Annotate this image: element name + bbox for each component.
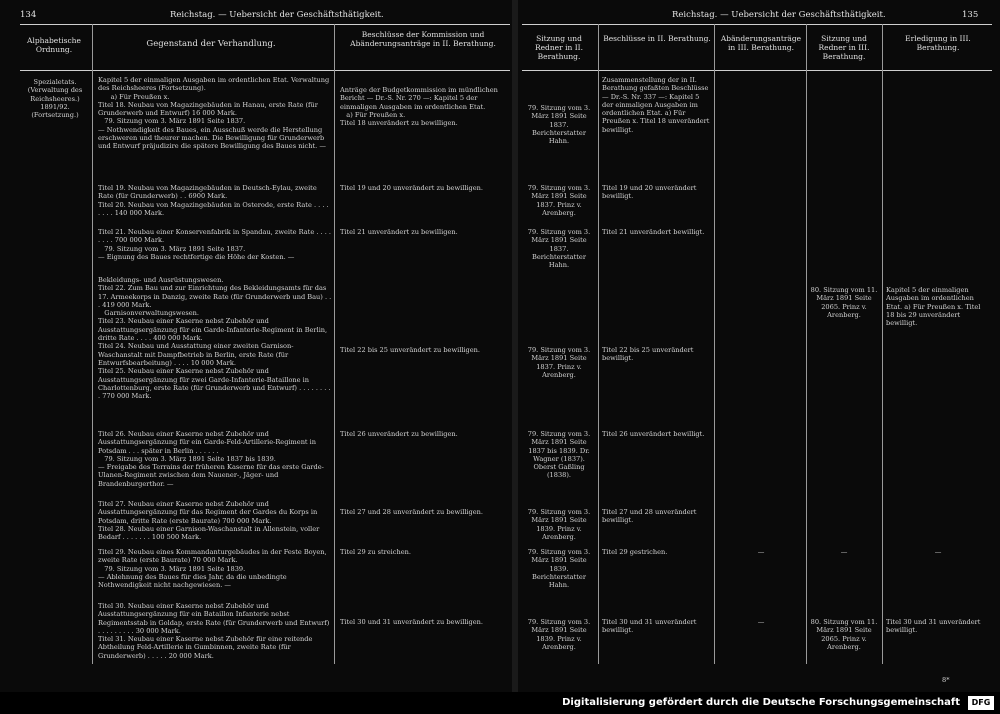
abaenderung-entry: — — [757, 548, 765, 556]
col-head-abaenderung-3: Abänderungsanträge in III. Berathung. — [720, 34, 802, 52]
sitzung-entry: 79. Sitzung vom 3. März 1891 Seite 1837. Berichterstatter Hahn. — [527, 228, 593, 270]
subject-block: Titel 19. Neubau von Magazingebäuden in Deutsch-Eylau, zweite Rate (für Grunderwerb) . . 6900 Mark. Titel 20. Neubau von Magazingebäuden in Osterode, erste Rate . . . . . . . . 140 000 Mark. — [98, 184, 329, 217]
col-divider — [806, 24, 807, 664]
beschluss-entry: Titel 29 gestrichen. — [602, 548, 668, 556]
beschluss-entry: Titel 21 unverändert bewilligt. — [602, 228, 705, 236]
abaenderung-entry: — — [757, 618, 765, 626]
sitzung-entry: 79. Sitzung vom 3. März 1891 Seite 1837. Prinz v. Arenberg. — [527, 346, 593, 379]
left-page-number: 134 — [20, 10, 37, 20]
right-page-number: 135 — [962, 10, 979, 20]
subject-block: Titel 30. Neubau einer Kaserne nebst Zubehör und Ausstattungsergänzung für ein Bataillon Infanterie nebst Regimentsstab in Goldap, erste Rate (für Grunderwerb und Entwurf) . . . . . . . . . 30 000 Mark. Titel 31. Neubau einer Kaserne nebst Zubehör für eine reitende Abtheilung Feld-Artillerie in Gumbinnen, zweite Rate (für Grunderwerb) . . . . . 20 000 Mark. — [98, 602, 330, 660]
commission-block: Titel 27 und 28 unverändert zu bewilligen. — [340, 508, 484, 516]
column-header-rule — [522, 70, 992, 71]
left-page-header: Reichstag. — Uebersicht der Geschäftsthätigkeit. — [170, 10, 384, 20]
beschluss-entry: Titel 19 und 20 unverändert bewilligt. — [602, 184, 699, 201]
beschluss-entry: Titel 22 bis 25 unverändert bewilligt. — [602, 346, 696, 363]
erledigung-entry: Kapitel 5 der einmaligen Ausgaben im ordentlichen Etat. a) Für Preußen x. Titel 18 bis 29 unverändert bewilligt. — [886, 286, 983, 328]
col-head-subject: Gegenstand der Verhandlung. — [146, 39, 276, 49]
header-rule — [522, 24, 992, 25]
sitzung-3-entry: 80. Sitzung vom 11. März 1891 Seite 2065. Prinz v. Arenberg. — [810, 286, 880, 319]
subject-block: Bekleidungs- und Ausrüstungswesen. Titel 22. Zum Bau und zur Einrichtung des Bekleidungsamts für das 17. Armeekorps in Danzig, zweite Rate (für Grunderwerb und Bau) . . . 419 000 Mark. Garnisonverwaltungswesen. Titel 23. Neubau einer Kaserne nebst Zubehör und Ausstattungsergänzung für ein Garde-Infanterie-Regiment in Berlin, dritte Rate . . . . 400 000 Mark. Titel 24. Neubau und Ausstattung einer zweiten Garnison-Waschanstalt mit Dampfbetrieb in Berlin, erste Rate (für Entwurfsbearbeitung) . . . . 10 000 Mark. Titel 25. Neubau einer Kaserne nebst Zubehör und Ausstattungsergänzung für zwei Garde-Infanterie-Bataillone in Charlottenburg, erste Rate (für Grunderwerb und Entwurf) . . . . . . . . . 770 000 Mark. — [98, 276, 332, 401]
col-divider — [714, 24, 715, 664]
subject-block: Titel 21. Neubau einer Konservenfabrik in Spandau, zweite Rate . . . . . . . . 700 000 Mark. 79. Sitzung vom 3. März 1891 Seite 1837. — Eignung des Baues rechtfertige die Höhe der Kosten. — — [98, 228, 331, 261]
col-divider — [882, 24, 883, 664]
sitzung-entry: 79. Sitzung vom 3. März 1891 Seite 1839. Prinz v. Arenberg. — [527, 618, 593, 651]
col-divider — [598, 24, 599, 664]
sitzung-3-entry: 80. Sitzung vom 11. März 1891 Seite 2065. Prinz v. Arenberg. — [810, 618, 880, 651]
col-head-erledigung: Erledigung in III. Berathung. — [905, 34, 971, 52]
col-head-alpha: Alphabetische Ordnung. — [27, 36, 81, 54]
sitzung-entry: 79. Sitzung vom 3. März 1891 Seite 1837. Prinz v. Arenberg. — [527, 184, 593, 217]
sitzung-entry: 79. Sitzung vom 3. März 1891 Seite 1837. Berichterstatter Hahn. — [527, 104, 593, 146]
sitzung-3-entry: — — [840, 548, 848, 556]
commission-block: Titel 30 und 31 unverändert zu bewilligen. — [340, 618, 484, 626]
erledigung-entry: — — [934, 548, 942, 556]
subject-block: Titel 27. Neubau einer Kaserne nebst Zubehör und Ausstattungsergänzung für das Regiment der Gardes du Korps in Potsdam, dritte Rate (erste Baurate) 700 000 Mark. Titel 28. Neubau einer Garnison-Waschanstalt in Allenstein, voller Bedarf . . . . . . . 100 500 Mark. — [98, 500, 320, 542]
book-gutter — [512, 0, 518, 692]
beschluss-entry: Zusammenstellung der in II. Berathung gefaßten Beschlüsse — Dr.-S. Nr. 337 —: Kapitel 5 der einmaligen Ausgaben im ordentlichen Etat. a) Für Preußen x. Titel 18 unverändert bewilligt. — [602, 76, 712, 134]
commission-block: Titel 19 und 20 unverändert zu bewilligen. — [340, 184, 484, 192]
digitization-footer — [0, 692, 1000, 714]
commission-block: Titel 22 bis 25 unverändert zu bewilligen. — [340, 346, 481, 354]
beschluss-entry: Titel 26 unverändert bewilligt. — [602, 430, 705, 438]
alpha-entry: Spezialetats. (Verwaltung des Reichsheeres.) 1891/92. (Fortsetzung.) — [27, 78, 85, 120]
sitzung-entry: 79. Sitzung vom 3. März 1891 Seite 1837 bis 1839. Dr. Wagner (1837). Oberst Gaßling (1838). — [527, 430, 593, 480]
commission-block: Titel 29 zu streichen. — [340, 548, 411, 556]
col-head-sitzung-3: Sitzung und Redner in III. Berathung. — [818, 34, 870, 61]
col-divider — [334, 24, 335, 664]
col-head-beschluesse-2: Beschlüsse in II. Berathung. — [603, 34, 711, 43]
header-rule — [20, 24, 510, 25]
sitzung-entry: 79. Sitzung vom 3. März 1891 Seite 1839. Berichterstatter Hahn. — [527, 548, 593, 590]
subject-block: Kapitel 5 der einmaligen Ausgaben im ordentlichen Etat. Verwaltung des Reichsheeres (Fortsetzung). a) Für Preußen x. Titel 18. Neubau von Magazingebäuden in Hanau, erste Rate (für Grunderwerb und Entwurf) 16 000 Mark. 79. Sitzung vom 3. März 1891 Seite 1837. — Nothwendigkeit des Baues, ein Ausschuß werde die Herstellung erschweren und theurer machen. Die Bewilligung für Grunderwerb und Entwurf präjudizire die spätere Bewilligung des Baues nicht. — — [98, 76, 330, 151]
commission-block: Titel 21 unverändert zu bewilligen. — [340, 228, 458, 236]
col-head-commission: Beschlüsse der Kommission und Abänderungsanträge in II. Berathung. — [350, 30, 496, 48]
subject-block: Titel 26. Neubau einer Kaserne nebst Zubehör und Ausstattungsergänzung für ein Garde-Feld-Artillerie-Regiment in Potsdam . . . später in Berlin . . . . . . 79. Sitzung vom 3. März 1891 Seite 1837 bis 1839. — Freigabe des Terrains der früheren Kaserne für das erste Garde-Ulanen-Regiment zwischen dem Nauener-, Jäger- und Brandenburgerthor. — — [98, 430, 324, 488]
subject-block: Titel 29. Neubau eines Kommandanturgebäudes in der Feste Boyen, zweite Rate (erste Baurate) 70 000 Mark. 79. Sitzung vom 3. März 1891 Seite 1839. — Ablehnung des Baues für dies Jahr, da die unbedingte Nothwendigkeit nicht nachgewiesen. — — [98, 548, 327, 590]
col-divider — [92, 24, 93, 664]
dfg-logo-icon: DFG — [968, 696, 994, 710]
signature-mark: 8* — [942, 676, 950, 684]
right-page-header: Reichstag. — Uebersicht der Geschäftsthätigkeit. — [672, 10, 886, 20]
beschluss-entry: Titel 30 und 31 unverändert bewilligt. — [602, 618, 699, 635]
commission-block: Anträge der Budgetkommission im mündlichen Bericht — Dr.-S. Nr. 270 —: Kapitel 5 der einmaligen Ausgaben im ordentlichen Etat. a) Für Preußen x. Titel 18 unverändert zu bewilligen. — [340, 86, 498, 128]
col-head-sitzung-2: Sitzung und Redner in II. Berathung. — [534, 34, 584, 61]
sitzung-entry: 79. Sitzung vom 3. März 1891 Seite 1839. Prinz v. Arenberg. — [527, 508, 593, 541]
commission-block: Titel 26 unverändert zu bewilligen. — [340, 430, 458, 438]
footer-credit-text: Digitalisierung gefördert durch die Deutsche Forschungsgemeinschaft — [562, 697, 960, 708]
right-page — [522, 0, 992, 692]
beschluss-entry: Titel 27 und 28 unverändert bewilligt. — [602, 508, 699, 525]
erledigung-entry: Titel 30 und 31 unverändert bewilligt. — [886, 618, 983, 635]
column-header-rule — [20, 70, 510, 71]
left-page — [20, 0, 510, 692]
